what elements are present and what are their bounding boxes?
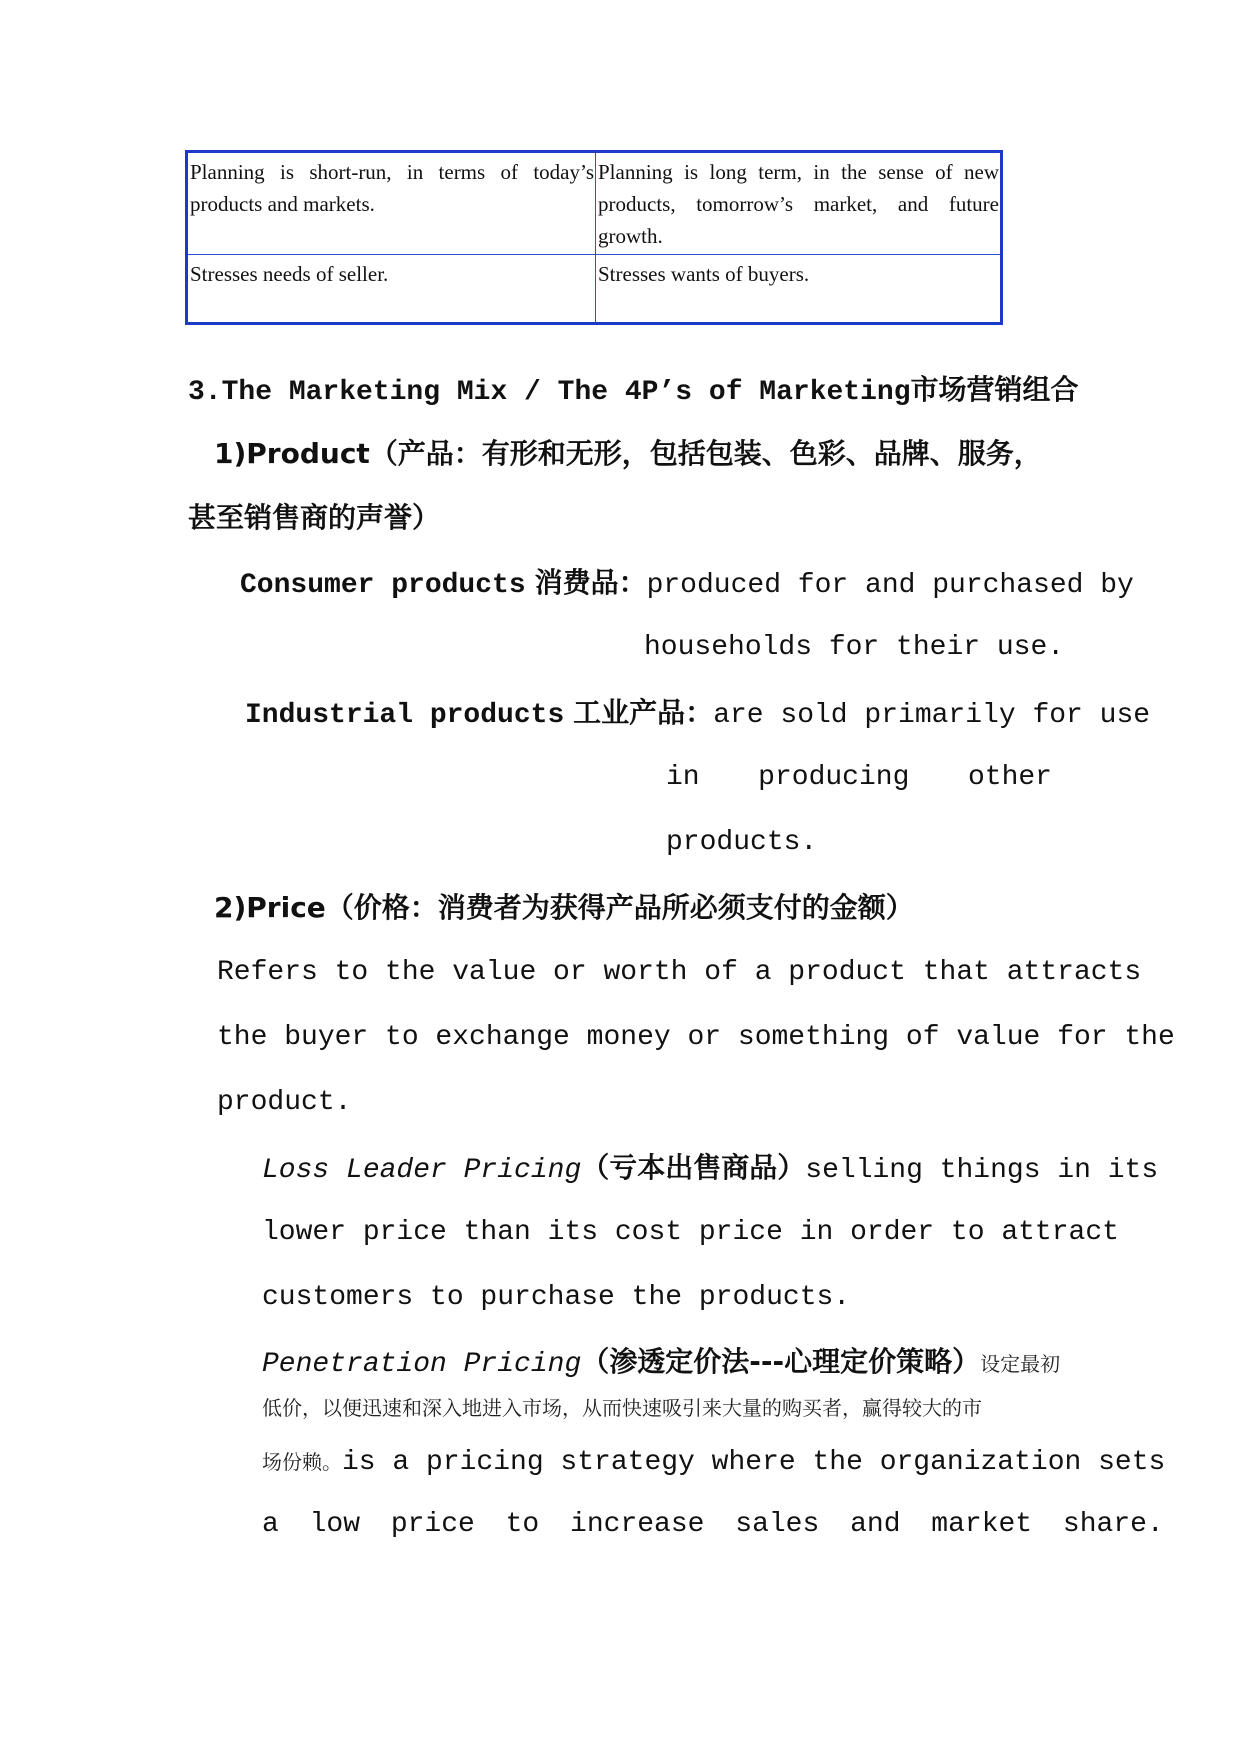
consumer-products-line: Consumer products 消费品：produced for and purchased by: [240, 566, 1134, 601]
table-cell: Stresses wants of buyers.: [596, 255, 1002, 324]
price-definition-line2: the buyer to exchange money or something of value for the: [217, 1022, 1175, 1053]
product-heading: 1)Product（产品：有形和无形，包括包装、色彩、品牌、服务，: [214, 437, 1042, 470]
industrial-products-definition-end: products.: [666, 827, 818, 858]
section-heading: [188, 370, 1079, 413]
industrial-products-term: Industrial products: [245, 700, 565, 731]
table-cell: Stresses needs of seller.: [187, 255, 596, 324]
consumer-products-term: Consumer products: [240, 570, 526, 601]
table-cell: Planning is short-run, in terms of today’s products and markets.: [187, 152, 596, 255]
penetration-line: Penetration Pricing（渗透定价法---心理定价策略）设定最初: [262, 1345, 1061, 1380]
price-heading: 2)Price（价格：消费者为获得产品所必须支付的金额）: [214, 891, 914, 924]
loss-leader-line: Loss Leader Pricing（亏本出售商品）selling things in its: [262, 1151, 1159, 1186]
price-definition-line1: Refers to the value or worth of a product that attracts: [217, 957, 1142, 988]
industrial-products-definition: are sold primarily for use: [713, 700, 1151, 731]
penetration-term: Penetration Pricing: [262, 1349, 582, 1380]
table-row: [187, 152, 1002, 255]
table-cell: Planning is long term, in the sense of new products, tomorrow’s market, and future growth.: [596, 152, 1002, 255]
consumer-products-definition-cont: households for their use.: [644, 632, 1065, 663]
comparison-table: [185, 150, 1003, 325]
section-heading-cn: 市场营销组合: [910, 373, 1079, 406]
penetration-line3: 场份赖。is a pricing strategy where the organization sets: [262, 1447, 1166, 1478]
loss-leader-term: Loss Leader Pricing: [262, 1155, 582, 1186]
penetration-cn-description: 低价，以便迅速和深入地进入市场，从而快速吸引来大量的购买者，赢得较大的市: [262, 1396, 982, 1420]
table-row: [187, 255, 1002, 324]
price-definition-line3: product.: [217, 1087, 352, 1118]
section-heading-en: 3.The Marketing Mix / The 4P’s of Marketing: [188, 377, 911, 408]
loss-leader-line3: customers to purchase the products.: [262, 1282, 851, 1313]
loss-leader-line2: lower price than its cost price in order to attract: [262, 1217, 1119, 1248]
product-heading-continued: 甚至销售商的声誉）: [188, 501, 441, 534]
penetration-line4: a low price to increase sales and market share.: [262, 1509, 1164, 1540]
industrial-products-definition-cont: in producing other: [666, 762, 1052, 793]
industrial-products-line: Industrial products 工业产品：are sold primarily for use: [245, 696, 1151, 731]
consumer-products-definition: produced for and purchased by: [646, 570, 1134, 601]
